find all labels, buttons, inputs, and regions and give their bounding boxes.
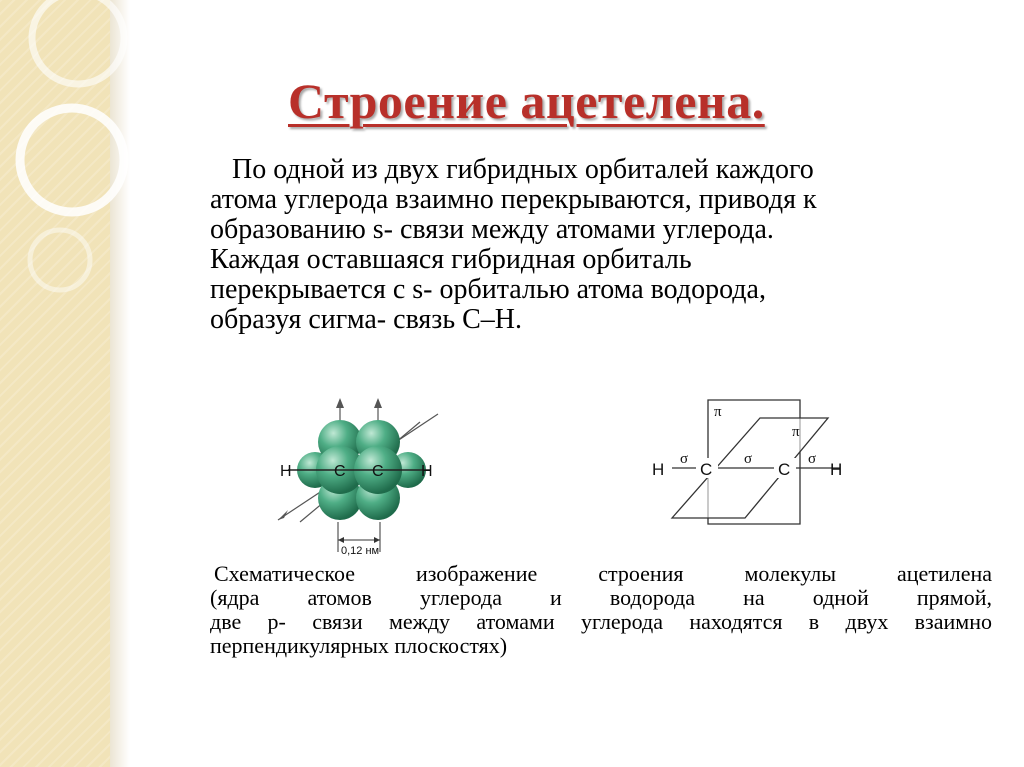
body-paragraph	[210, 155, 970, 335]
decorative-rings	[0, 0, 140, 767]
caption-line: Схематическое изображение строения молекулы ацетилена	[214, 561, 992, 586]
pi-bond-planes-diagram	[650, 398, 855, 543]
sigma-label: σ	[744, 451, 753, 467]
slide-title: Строение ацетелена.	[288, 73, 765, 129]
paragraph-line: образуя сигма- связь С–Н.	[210, 304, 523, 335]
paragraph-line: образованию s- связи между атомами углерода.	[210, 214, 774, 245]
paragraph-line: перекрывается с s- орбиталью атома водорода,	[210, 274, 766, 305]
c-right-label: C	[372, 463, 384, 480]
c-right-label: C	[778, 460, 791, 479]
h-right-label: H	[830, 460, 843, 479]
sigma-label: σ	[680, 451, 689, 467]
acetylene-space-filling-model	[270, 392, 445, 557]
h-left-label: H	[652, 460, 665, 479]
caption-line: (ядра атомов углерода и водорода на одной прямой,	[210, 585, 992, 610]
c-left-label: C	[334, 463, 346, 480]
pi-label: π	[792, 424, 800, 440]
h-left-label: H	[280, 463, 292, 480]
paragraph-line: атома углерода взаимно перекрываются, приводя к	[210, 184, 817, 215]
bond-length-label: 0,12 нм	[341, 545, 380, 557]
caption-line: перпендикулярных плоскостях)	[210, 633, 508, 658]
c-left-label: C	[700, 460, 713, 479]
figure-caption	[210, 562, 992, 658]
h-right-label: H	[421, 463, 433, 480]
sigma-label: σ	[808, 451, 817, 467]
caption-line: две p- связи между атомами углерода находятся в двух взаимно	[210, 609, 992, 634]
paragraph-line: Каждая оставшаяся гибридная орбиталь	[210, 244, 692, 275]
pi-label: π	[714, 404, 722, 420]
paragraph-line: По одной из двух гибридных орбиталей каждого	[232, 154, 814, 185]
